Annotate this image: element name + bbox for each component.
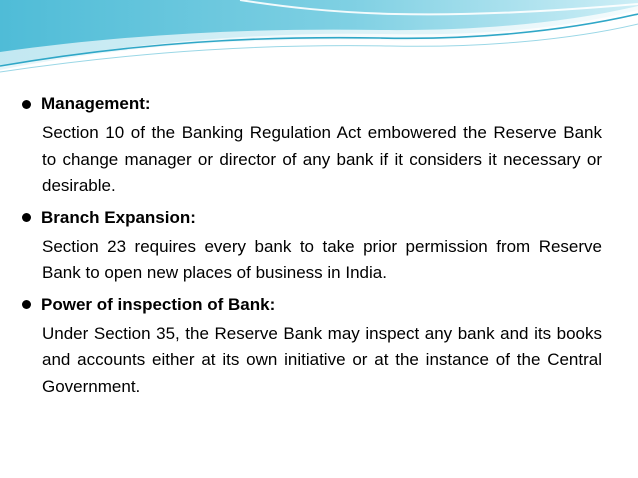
bullet-body-text: Under Section 35, the Reserve Bank may inspect any bank and its books and accounts either at its own initiative or at the instance of the Central Government. <box>42 323 602 396</box>
bullet-heading: Branch Expansion: <box>41 207 196 227</box>
bullet-heading: Power of inspection of Bank: <box>41 294 276 314</box>
bullet-heading: Management: <box>41 94 151 113</box>
bullet-dot-icon <box>22 100 31 109</box>
slide-content <box>22 90 602 404</box>
bullet-dot-icon <box>22 300 31 309</box>
header-wave-decoration <box>0 0 638 80</box>
bullet-item-power-of-inspection <box>22 291 602 401</box>
bullet-item-branch-expansion <box>22 204 602 287</box>
bullet-body-text: Section 23 requires every bank to take prior permission from Reserve Bank to open new places of business in India. <box>42 236 602 282</box>
bullet-body-text: Section 10 of the Banking Regulation Act embowered the Reserve Bank to change manager or director of any bank if it considers it necessary or desirable. <box>42 123 602 195</box>
bullet-dot-icon <box>22 213 31 222</box>
bullet-item-management <box>22 90 602 200</box>
